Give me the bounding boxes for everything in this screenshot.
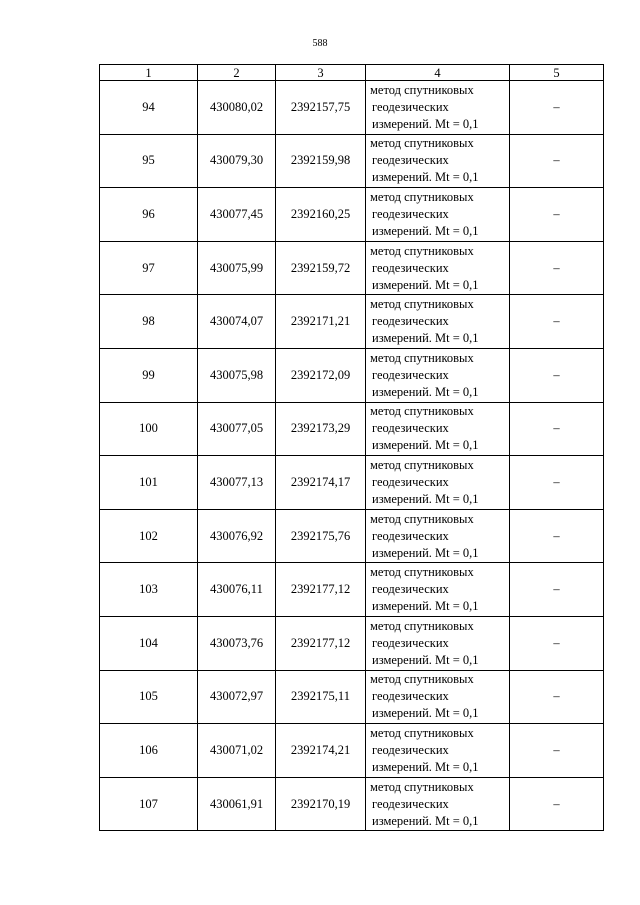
table-row xyxy=(100,509,604,563)
method-line: измерений. Mt = 0,1 xyxy=(372,438,479,453)
method-line: измерений. Mt = 0,1 xyxy=(372,652,479,667)
method-line: измерений. Mt = 0,1 xyxy=(372,116,479,131)
column-5-cell: – xyxy=(510,724,604,778)
method-cell xyxy=(366,402,510,456)
table-row xyxy=(100,348,604,402)
method-line: геодезических xyxy=(372,528,449,543)
method-line: геодезических xyxy=(372,742,449,757)
method-line: метод спутниковых xyxy=(370,136,474,151)
table-row xyxy=(100,563,604,617)
coordinate-x-cell: 430080,02 xyxy=(198,81,276,135)
method-line: метод спутниковых xyxy=(370,779,474,794)
method-cell xyxy=(366,348,510,402)
method-line: метод спутниковых xyxy=(370,511,474,526)
column-5-cell: – xyxy=(510,188,604,242)
method-line: геодезических xyxy=(372,314,449,329)
column-5-cell: – xyxy=(510,616,604,670)
coordinate-y-cell: 2392177,12 xyxy=(276,563,366,617)
method-line: метод спутниковых xyxy=(370,565,474,580)
point-number-cell: 99 xyxy=(100,348,198,402)
table-row xyxy=(100,295,604,349)
column-5-cell: – xyxy=(510,402,604,456)
method-line: геодезических xyxy=(372,421,449,436)
method-line: геодезических xyxy=(372,99,449,114)
coordinate-y-cell: 2392171,21 xyxy=(276,295,366,349)
point-number-cell: 100 xyxy=(100,402,198,456)
table-row xyxy=(100,81,604,135)
method-cell xyxy=(366,509,510,563)
coordinate-x-cell: 430072,97 xyxy=(198,670,276,724)
coordinate-x-cell: 430061,91 xyxy=(198,777,276,831)
point-number-cell: 103 xyxy=(100,563,198,617)
header-col-2: 2 xyxy=(198,65,276,81)
point-number-cell: 104 xyxy=(100,616,198,670)
method-line: геодезических xyxy=(372,582,449,597)
table-row xyxy=(100,402,604,456)
method-line: геодезических xyxy=(372,635,449,650)
coordinate-y-cell: 2392172,09 xyxy=(276,348,366,402)
method-line: метод спутниковых xyxy=(370,404,474,419)
table-row xyxy=(100,456,604,510)
coordinate-y-cell: 2392160,25 xyxy=(276,188,366,242)
coordinate-x-cell: 430077,05 xyxy=(198,402,276,456)
method-line: метод спутниковых xyxy=(370,725,474,740)
table-body xyxy=(100,81,604,831)
coordinate-y-cell: 2392157,75 xyxy=(276,81,366,135)
table-header-row xyxy=(100,65,604,81)
point-number-cell: 102 xyxy=(100,509,198,563)
point-number-cell: 95 xyxy=(100,134,198,188)
method-cell xyxy=(366,81,510,135)
point-number-cell: 97 xyxy=(100,241,198,295)
method-line: измерений. Mt = 0,1 xyxy=(372,170,479,185)
coordinate-y-cell: 2392173,29 xyxy=(276,402,366,456)
header-col-3: 3 xyxy=(276,65,366,81)
method-cell xyxy=(366,563,510,617)
coordinate-x-cell: 430075,99 xyxy=(198,241,276,295)
column-5-cell: – xyxy=(510,134,604,188)
method-cell xyxy=(366,295,510,349)
coordinates-table xyxy=(99,64,604,831)
coordinate-y-cell: 2392170,19 xyxy=(276,777,366,831)
column-5-cell: – xyxy=(510,348,604,402)
column-5-cell: – xyxy=(510,241,604,295)
column-5-cell: – xyxy=(510,81,604,135)
table-row xyxy=(100,670,604,724)
table-row xyxy=(100,616,604,670)
coordinate-y-cell: 2392175,76 xyxy=(276,509,366,563)
coordinate-x-cell: 430077,45 xyxy=(198,188,276,242)
table-row xyxy=(100,724,604,778)
coordinate-y-cell: 2392159,72 xyxy=(276,241,366,295)
column-5-cell: – xyxy=(510,509,604,563)
column-5-cell: – xyxy=(510,295,604,349)
coordinate-x-cell: 430071,02 xyxy=(198,724,276,778)
method-line: геодезических xyxy=(372,367,449,382)
point-number-cell: 107 xyxy=(100,777,198,831)
column-5-cell: – xyxy=(510,456,604,510)
method-line: измерений. Mt = 0,1 xyxy=(372,759,479,774)
point-number-cell: 105 xyxy=(100,670,198,724)
header-col-5: 5 xyxy=(510,65,604,81)
method-cell xyxy=(366,670,510,724)
table-row xyxy=(100,134,604,188)
coordinate-y-cell: 2392174,21 xyxy=(276,724,366,778)
method-line: геодезических xyxy=(372,260,449,275)
method-cell xyxy=(366,134,510,188)
coordinate-y-cell: 2392159,98 xyxy=(276,134,366,188)
method-line: измерений. Mt = 0,1 xyxy=(372,223,479,238)
method-cell xyxy=(366,188,510,242)
point-number-cell: 101 xyxy=(100,456,198,510)
point-number-cell: 98 xyxy=(100,295,198,349)
point-number-cell: 106 xyxy=(100,724,198,778)
page-number: 588 xyxy=(312,38,328,49)
method-line: измерений. Mt = 0,1 xyxy=(372,277,479,292)
coordinate-y-cell: 2392175,11 xyxy=(276,670,366,724)
method-line: геодезических xyxy=(372,474,449,489)
coordinate-x-cell: 430074,07 xyxy=(198,295,276,349)
method-line: измерений. Mt = 0,1 xyxy=(372,599,479,614)
coordinate-y-cell: 2392174,17 xyxy=(276,456,366,510)
method-line: метод спутниковых xyxy=(370,618,474,633)
table-row xyxy=(100,188,604,242)
coordinate-x-cell: 430076,11 xyxy=(198,563,276,617)
method-line: измерений. Mt = 0,1 xyxy=(372,491,479,506)
column-5-cell: – xyxy=(510,563,604,617)
table-row xyxy=(100,777,604,831)
method-line: геодезических xyxy=(372,796,449,811)
method-cell xyxy=(366,241,510,295)
point-number-cell: 94 xyxy=(100,81,198,135)
header-col-4: 4 xyxy=(366,65,510,81)
method-line: метод спутниковых xyxy=(370,457,474,472)
coordinate-x-cell: 430079,30 xyxy=(198,134,276,188)
method-cell xyxy=(366,777,510,831)
method-line: метод спутниковых xyxy=(370,189,474,204)
coordinate-x-cell: 430073,76 xyxy=(198,616,276,670)
method-line: метод спутниковых xyxy=(370,350,474,365)
column-5-cell: – xyxy=(510,670,604,724)
coordinate-x-cell: 430076,92 xyxy=(198,509,276,563)
method-line: метод спутниковых xyxy=(370,82,474,97)
coordinate-y-cell: 2392177,12 xyxy=(276,616,366,670)
header-col-1: 1 xyxy=(100,65,198,81)
method-line: геодезических xyxy=(372,153,449,168)
method-line: измерений. Mt = 0,1 xyxy=(372,545,479,560)
coordinate-x-cell: 430077,13 xyxy=(198,456,276,510)
method-cell xyxy=(366,616,510,670)
coordinate-x-cell: 430075,98 xyxy=(198,348,276,402)
table-row xyxy=(100,241,604,295)
method-line: измерений. Mt = 0,1 xyxy=(372,331,479,346)
point-number-cell: 96 xyxy=(100,188,198,242)
column-5-cell: – xyxy=(510,777,604,831)
method-line: метод спутниковых xyxy=(370,672,474,687)
method-line: метод спутниковых xyxy=(370,243,474,258)
method-cell xyxy=(366,724,510,778)
method-line: измерений. Mt = 0,1 xyxy=(372,813,479,828)
method-line: геодезических xyxy=(372,206,449,221)
method-cell xyxy=(366,456,510,510)
method-line: измерений. Mt = 0,1 xyxy=(372,384,479,399)
method-line: метод спутниковых xyxy=(370,297,474,312)
method-line: геодезических xyxy=(372,689,449,704)
method-line: измерений. Mt = 0,1 xyxy=(372,706,479,721)
